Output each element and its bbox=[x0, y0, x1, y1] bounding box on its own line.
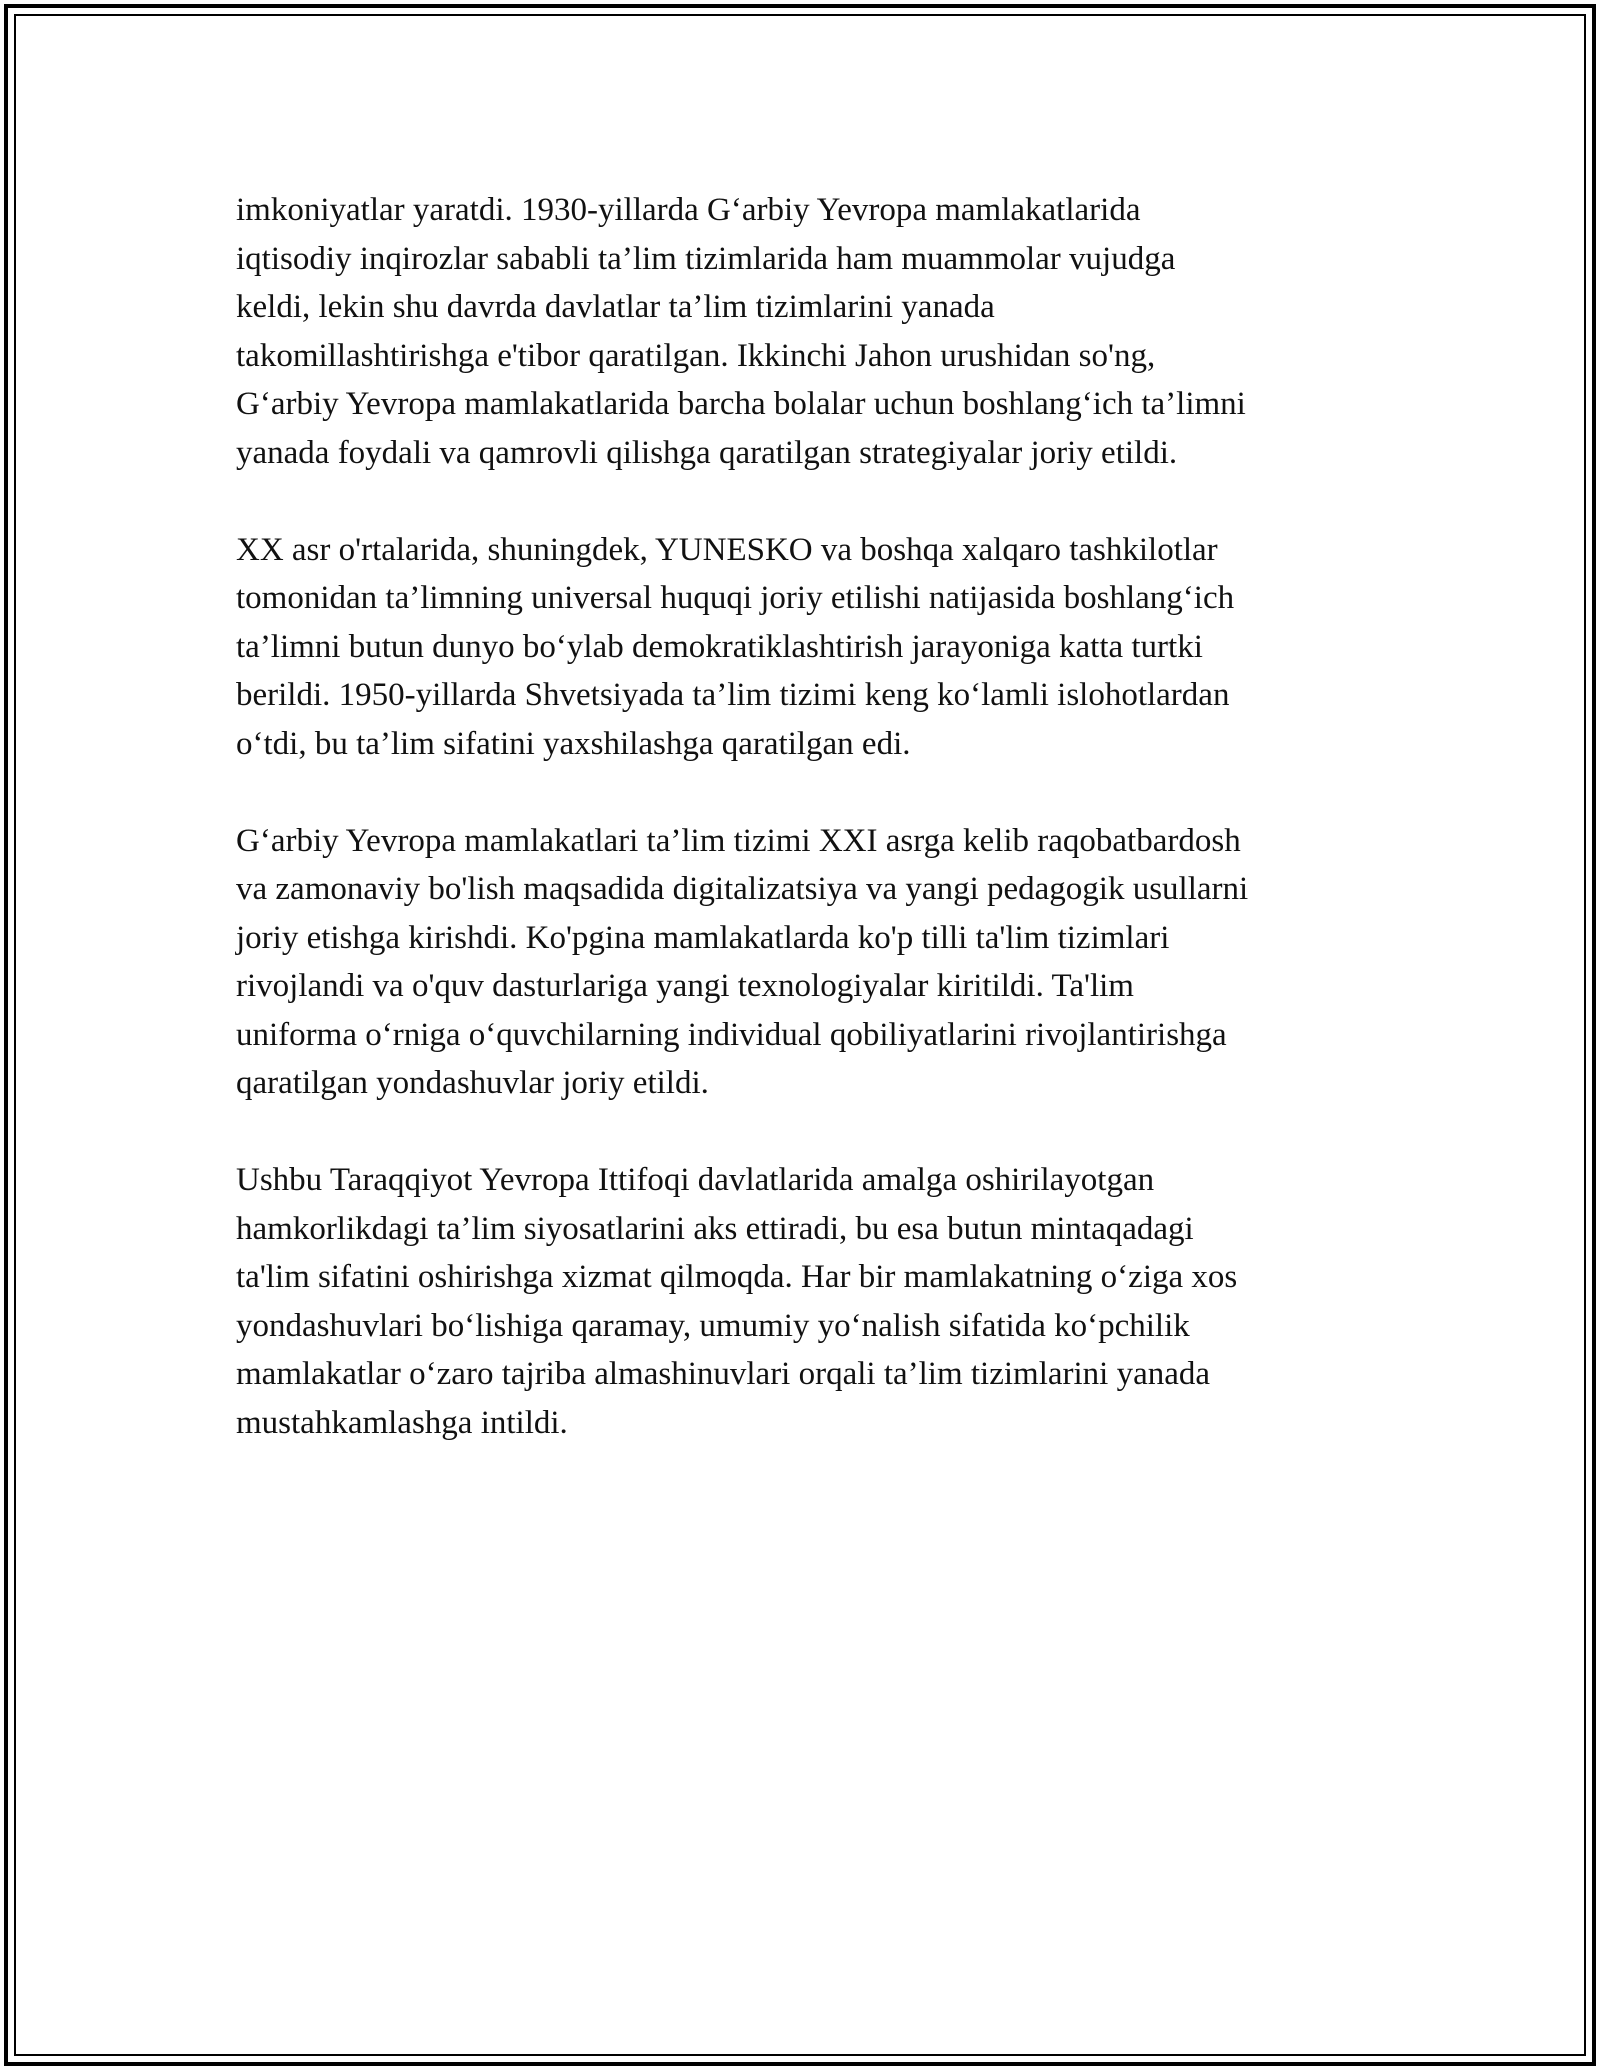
text-line: ta'lim sifatini oshirishga xizmat qilmoqda. Har bir mamlakatning o‘ziga xos bbox=[236, 1259, 1238, 1295]
paragraph-3 bbox=[236, 817, 1386, 1108]
text-line: yondashuvlari bo‘lishiga qaramay, umumiy yo‘nalish sifatida ko‘pchilik bbox=[236, 1307, 1190, 1344]
text-line: takomillashtirishga e'tibor qaratilgan. Ikkinchi Jahon urushidan so'ng, bbox=[236, 337, 1156, 374]
text-line: keldi, lekin shu davrda davlatlar ta’lim tizimlarini yanada bbox=[236, 289, 995, 325]
text-line: iqtisodiy inqirozlar sababli ta’lim tizimlarida ham muammolar vujudga bbox=[236, 240, 1176, 277]
text-line: mamlakatlar o‘zaro tajriba almashinuvlari orqali ta’lim tizimlarini yanada bbox=[236, 1356, 1211, 1392]
text-line: joriy etishga kirishdi. Ko'pgina mamlakatlarda ko'p tilli ta'lim tizimlari bbox=[236, 919, 1170, 956]
text-line: XX asr o'rtalarida, shuningdek, YUNESKO va boshqa xalqaro tashkilotlar bbox=[236, 531, 1218, 568]
text-line: yanada foydali va qamrovli qilishga qaratilgan strategiyalar joriy etildi. bbox=[236, 434, 1178, 471]
text-line: G‘arbiy Yevropa mamlakatlarida barcha bolalar uchun boshlang‘ich ta’limni bbox=[236, 386, 1246, 422]
text-line: G‘arbiy Yevropa mamlakatlari ta’lim tizimi XXI asrga kelib raqobatbardosh bbox=[236, 822, 1241, 859]
text-line: rivojlandi va o'quv dasturlariga yangi texnologiyalar kiritildi. Ta'lim bbox=[236, 968, 1134, 1004]
text-line: berildi. 1950-yillarda Shvetsiyada ta’lim tizimi keng ko‘lamli islohotlardan bbox=[236, 677, 1230, 713]
text-line: mustahkamlashga intildi. bbox=[236, 1404, 568, 1441]
text-line: imkoniyatlar yaratdi. 1930-yillarda G‘arbiy Yevropa mamlakatlarida bbox=[236, 192, 1141, 228]
text-line: va zamonaviy bo'lish maqsadida digitalizatsiya va yangi pedagogik usullarni bbox=[236, 871, 1249, 907]
text-line: ta’limni butun dunyo bo‘ylab demokratiklashtirish jarayoniga katta turtki bbox=[236, 628, 1203, 665]
paragraph-4 bbox=[236, 1156, 1386, 1447]
text-line: uniforma o‘rniga o‘quvchilarning individual qobiliyatlarini rivojlantirishga bbox=[236, 1016, 1227, 1053]
text-line: Ushbu Taraqqiyot Yevropa Ittifoqi davlatlarida amalga oshirilayotgan bbox=[236, 1162, 1155, 1198]
text-line: qaratilgan yondashuvlar joriy etildi. bbox=[236, 1065, 709, 1101]
text-line: hamkorlikdagi ta’lim siyosatlarini aks ettiradi, bu esa butun mintaqadagi bbox=[236, 1210, 1194, 1247]
text-line: tomonidan ta’limning universal huquqi joriy etilishi natijasida boshlang‘ich bbox=[236, 580, 1235, 616]
document-body bbox=[236, 186, 1386, 1496]
paragraph-2 bbox=[236, 526, 1386, 769]
paragraph-1 bbox=[236, 186, 1386, 477]
text-line: o‘tdi, bu ta’lim sifatini yaxshilashga qaratilgan edi. bbox=[236, 725, 911, 762]
